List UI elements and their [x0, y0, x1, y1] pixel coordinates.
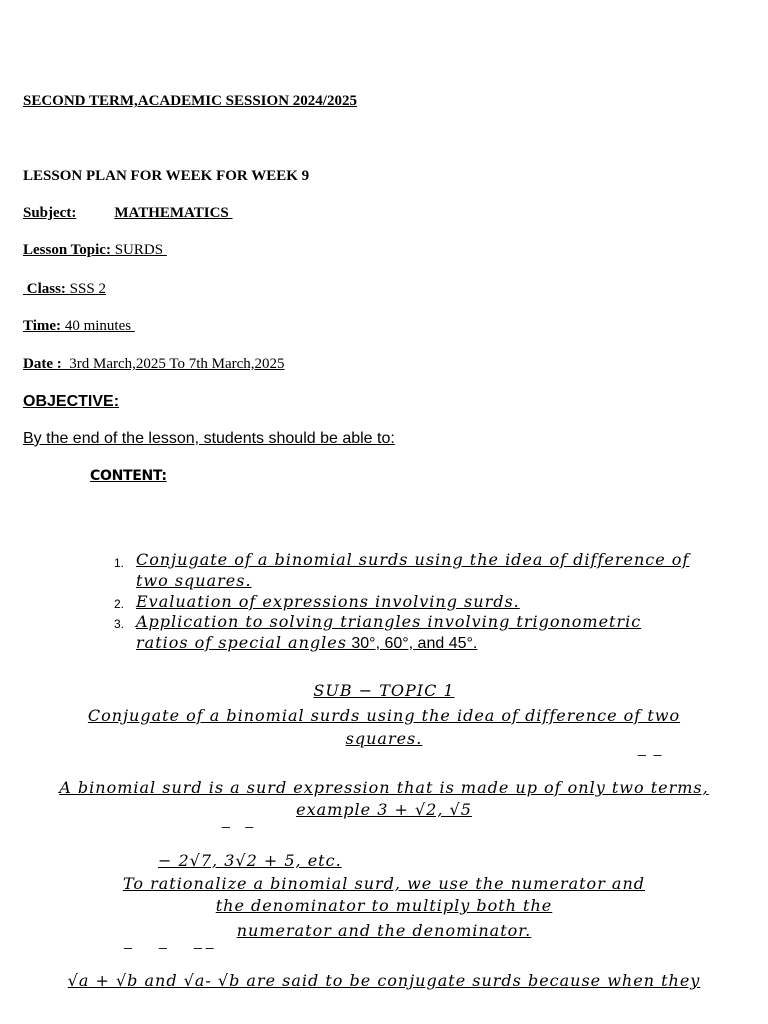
- list-number: 3.: [114, 617, 125, 631]
- list-item-text: ratios of special angles: [136, 633, 347, 652]
- list-item: Application to solving triangles involving trigonometric: [136, 612, 642, 631]
- list-item: Conjugate of a binomial surds using the idea of difference of: [136, 550, 690, 569]
- subject-row: [23, 205, 233, 222]
- list-number: 2.: [114, 597, 125, 611]
- definition-text: A binomial surd is a surd expression that is made up of only two terms,: [59, 778, 709, 797]
- list-item-continued: [136, 633, 477, 653]
- subtopic-title: SUB − TOPIC 1: [313, 681, 455, 700]
- overline-mark: _ _: [638, 740, 662, 756]
- rationalize-text: To rationalize a binomial surd, we use the numerator and: [122, 874, 646, 893]
- subtopic-heading: Conjugate of a binomial surds using the idea of difference of two: [87, 706, 681, 725]
- special-angles: 30°, 60°, and 45°.: [346, 635, 478, 652]
- overline-mark: _ _ _ _: [124, 933, 214, 949]
- conjugate-text: √a + √b and √a- √b are said to be conjugate surds because when they: [67, 971, 701, 990]
- topic-label: Lesson Topic:: [23, 242, 111, 258]
- list-number: 1.: [114, 556, 125, 570]
- time-value: 40 minutes: [64, 318, 132, 334]
- subject-label: Subject:: [23, 205, 77, 221]
- content-label: CONTENT:: [90, 468, 167, 484]
- date-label: Date :: [23, 356, 62, 372]
- date-value: 3rd March,2025 To 7th March,2025: [69, 356, 285, 372]
- date-row: [23, 356, 285, 373]
- lesson-plan-heading: LESSON PLAN FOR WEEK FOR WEEK 9: [23, 168, 310, 184]
- topic-row: [23, 242, 167, 259]
- class-label: Class:: [26, 281, 66, 297]
- overline-mark: _ _: [222, 812, 254, 828]
- list-item: Evaluation of expressions involving surds.: [136, 592, 520, 611]
- time-label: Time:: [23, 318, 62, 334]
- objective-title: OBJECTIVE:: [23, 393, 120, 410]
- rationalize-text-end: numerator and the denominator.: [236, 921, 532, 940]
- definition-example-continued: − 2√7, 3√2 + 5, etc.: [158, 851, 342, 870]
- class-row: [23, 281, 106, 298]
- session-heading: SECOND TERM,ACADEMIC SESSION 2024/2025: [23, 93, 357, 109]
- class-value: SSS 2: [69, 281, 106, 297]
- list-item-continued: two squares.: [136, 571, 252, 590]
- objective-intro: By the end of the lesson, students should be able to:: [23, 430, 395, 447]
- topic-value: SURDS: [114, 242, 164, 258]
- time-row: [23, 318, 135, 335]
- subtopic-heading-continued: squares.: [345, 729, 423, 748]
- definition-example: example 3 + √2, √5: [296, 800, 472, 819]
- subject-value: MATHEMATICS: [114, 205, 229, 221]
- rationalize-text-continued: the denominator to multiply both the: [215, 896, 553, 915]
